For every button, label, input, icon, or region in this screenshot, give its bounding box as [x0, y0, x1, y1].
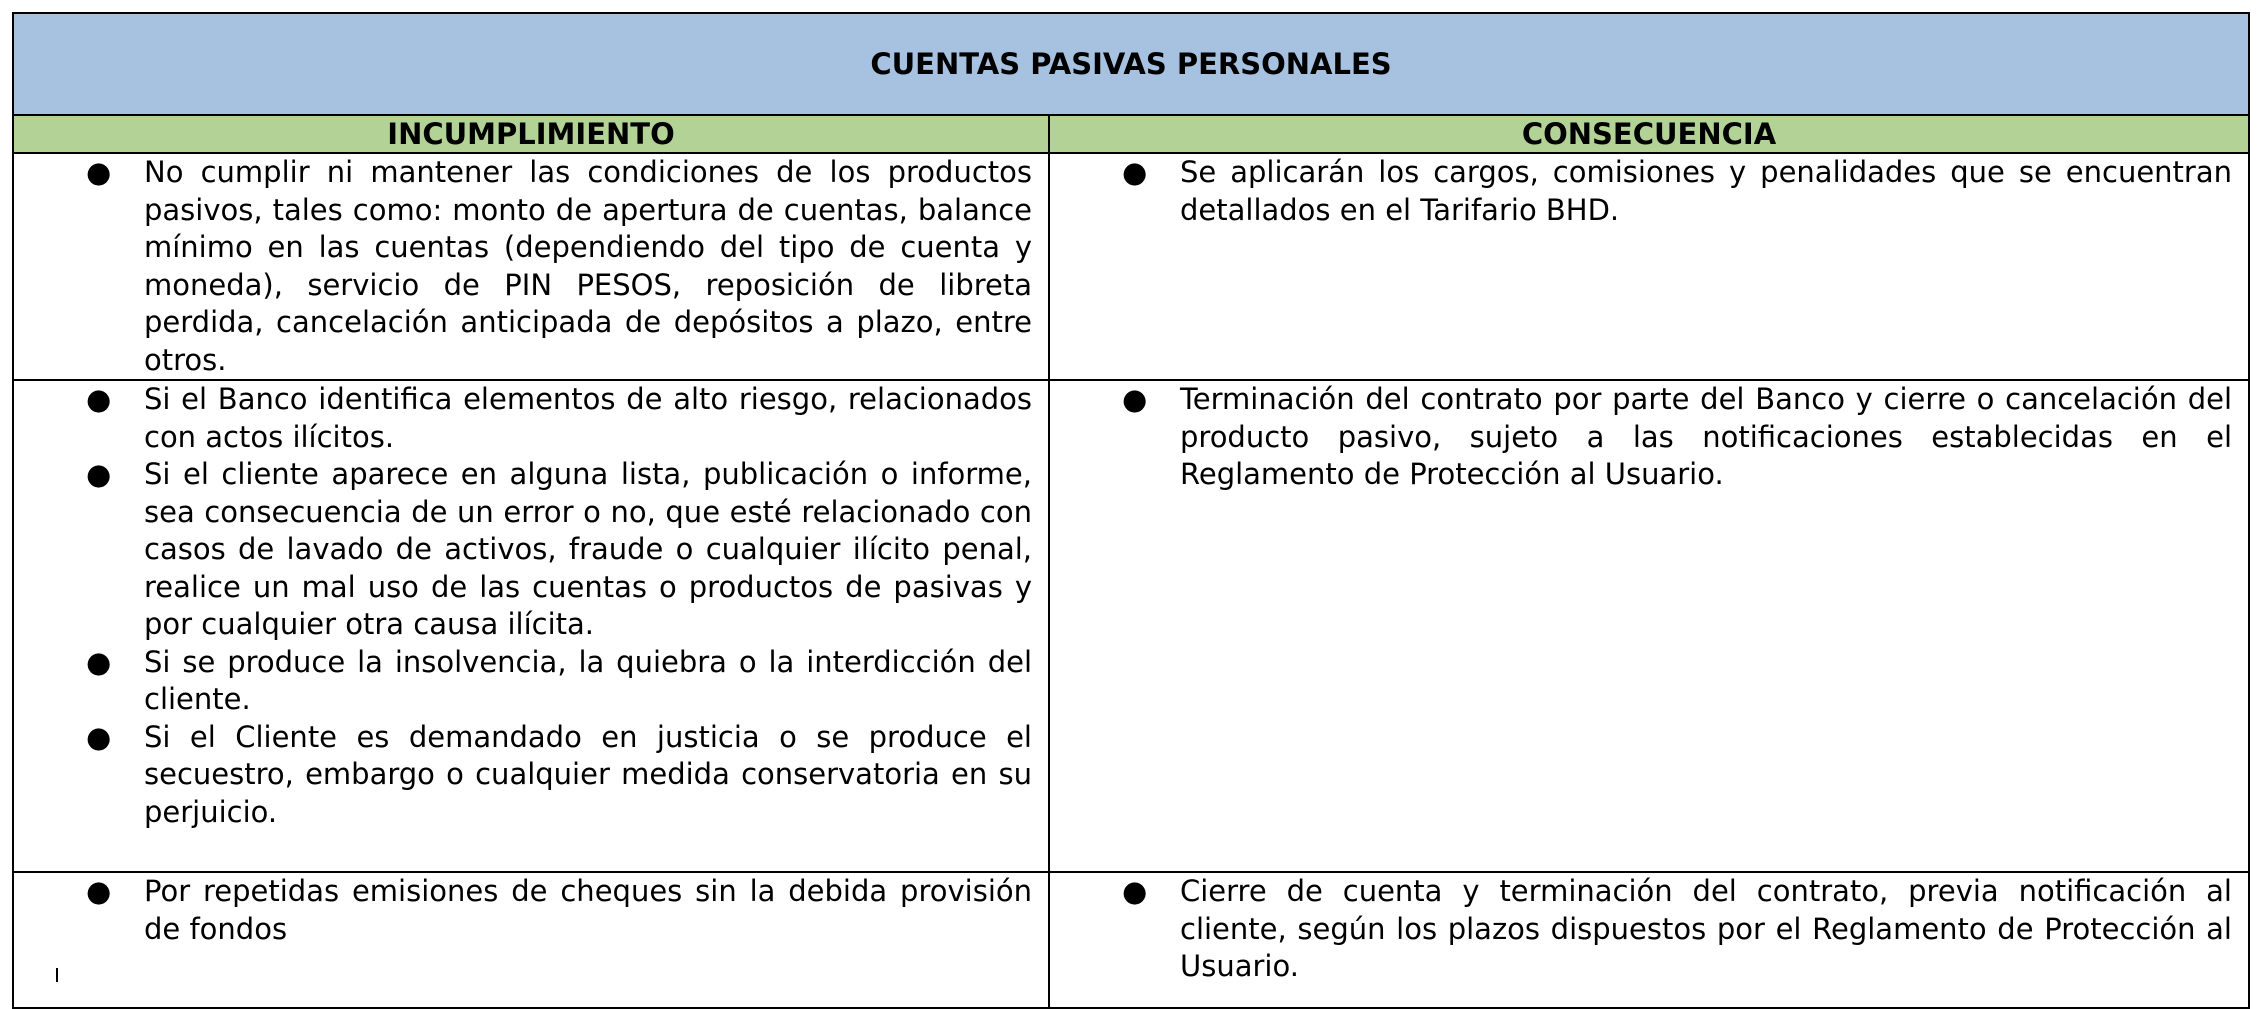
list-item: ● Se aplicarán los cargos, comisiones y penalidades que se encuentran detallados en el Tarifario BHD. [1122, 155, 2232, 227]
list-item: ● Si el cliente aparece en alguna lista, publicación o informe, sea consecuencia de un error o no, que esté relacionado con casos de lavado de activos, fraude o cualquier ilícito penal, realice un mal uso de las cuentas o productos de pasivas y por cualquier otra causa ilícita. [86, 457, 1032, 641]
list-item: ● Terminación del contrato por parte del Banco y cierre o cancelación del producto pasivo, sujeto a las notificaciones establecidas en el Reglamento de Protección al Usuario. [1122, 382, 2232, 491]
bullet-icon: ● [86, 874, 112, 908]
table-row [13, 153, 2249, 380]
column-header-consecuencia: CONSECUENCIA [1049, 115, 2249, 153]
bullet-icon: ● [86, 719, 112, 754]
list-item: ● Cierre de cuenta y terminación del contrato, previa notificación al cliente, según los plazos dispuestos por el Reglamento de Protección al Usuario. [1122, 874, 2232, 983]
table-title: CUENTAS PASIVAS PERSONALES [13, 13, 2249, 115]
bullet-icon: ● [1122, 874, 1148, 908]
list-item: ● Si se produce la insolvencia, la quiebra o la interdicción del cliente. [86, 644, 1032, 716]
consecuencia-cell [1049, 380, 2249, 872]
incumplimiento-cell [13, 153, 1049, 380]
incumplimiento-cell [13, 380, 1049, 872]
table-row [13, 872, 2249, 1008]
consecuencia-cell [1049, 153, 2249, 380]
document-page [12, 12, 2248, 1009]
bullet-icon: ● [86, 155, 112, 189]
bullet-icon: ● [1122, 382, 1148, 416]
column-header-incumplimiento: INCUMPLIMIENTO [13, 115, 1049, 153]
incumplimiento-cell [13, 872, 1049, 1008]
consecuencia-cell [1049, 872, 2249, 1008]
list-item: ● Si el Cliente es demandado en justicia o se produce el secuestro, embargo o cualquier medida conservatoria en su perjuicio. [86, 719, 1032, 829]
bullet-icon: ● [86, 457, 112, 491]
list-item: ● Por repetidas emisiones de cheques sin la debida provisión de fondos [86, 874, 1032, 946]
list-item: ● No cumplir ni mantener las condiciones de los productos pasivos, tales como: monto de apertura de cuentas, balance mínimo en las cuentas (dependiendo del tipo de cuenta y moneda), servicio de PIN PESOS, reposición de libreta perdida, cancelación anticipada de depósitos a plazo, entre otros. [86, 155, 1032, 377]
table-row [13, 380, 2249, 872]
penalties-table [12, 12, 2250, 1009]
bullet-icon: ● [86, 644, 112, 679]
list-item: ● Si el Banco identifica elementos de alto riesgo, relacionados con actos ilícitos. [86, 382, 1032, 454]
bullet-icon: ● [86, 382, 112, 416]
text-cursor [56, 968, 58, 982]
bullet-icon: ● [1122, 155, 1148, 189]
